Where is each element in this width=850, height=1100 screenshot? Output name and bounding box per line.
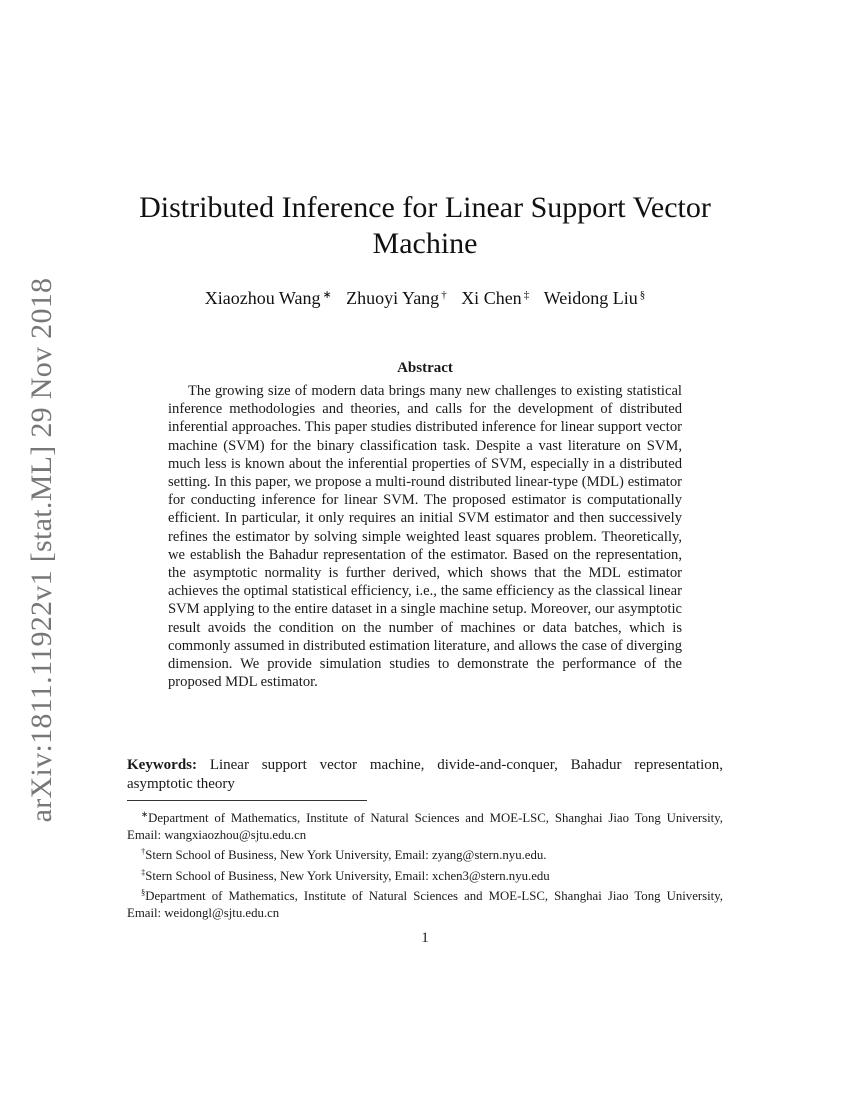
arxiv-identifier-stamp: arXiv:1811.11922v1 [stat.ML] 29 Nov 2018 [25, 277, 58, 823]
author-name: Xiaozhou Wang [204, 288, 321, 308]
footnote-divider [127, 800, 367, 801]
author-name: Xi Chen [461, 288, 522, 308]
author-1 [205, 283, 332, 310]
footnote-text: Department of Mathematics, Institute of Natural Sciences and MOE-LSC, Shanghai Jiao Tong University, Email: wangxiaozhou@sjtu.edu.cn [127, 811, 723, 842]
paper-title: Distributed Inference for Linear Support Vector Machine [139, 191, 711, 260]
keywords-section [127, 756, 723, 794]
footnote-1 [127, 806, 723, 843]
author-mark: § [639, 289, 646, 301]
keywords-text: Linear support vector machine, divide-and-conquer, Bahadur representation, asymptotic theory [127, 757, 723, 792]
footnote-4 [127, 884, 723, 921]
footnotes [127, 806, 723, 921]
footnote-text: Stern School of Business, New York University, Email: zyang@stern.nyu.edu. [145, 848, 547, 862]
author-list [120, 283, 730, 310]
footnote-text: Department of Mathematics, Institute of Natural Sciences and MOE-LSC, Shanghai Jiao Tong University, Email: weidongl@sjtu.edu.cn [127, 889, 723, 920]
author-mark: ∗ [322, 289, 332, 301]
footnote-mark: § [141, 887, 146, 897]
footnote-mark: † [141, 846, 146, 856]
abstract-body: The growing size of modern data brings many new challenges to existing statistical inference methodologies and theories, and calls for the development of distributed inferential approaches. This paper studies distributed inference for linear support vector machine (SVM) for the binary classification task. Despite a vast literature on SVM, much less is known about the inferential properties of SVM, especially in a distributed setting. In this paper, we propose a multi-round distributed linear-type (MDL) estimator for conducting inference for linear SVM. The proposed estimator is computationally efficient. In particular, it only requires an initial SVM estimator and then successively refines the estimator by solving simple weighted least squares problem. Theoretically, we establish the Bahadur representation of the estimator. Based on the representation, the asymptotic normality is further derived, which shows that the MDL estimator achieves the optimal statistical efficiency, i.e., the same efficiency as the classical linear SVM applying to the entire dataset in a single machine setup. Moreover, our asymptotic result avoids the condition on the number of machines or data batches, which is commonly assumed in distributed estimation literature, and allows the case of diverging dimension. We provide simulation studies to demonstrate the performance of the proposed MDL estimator. [168, 383, 682, 691]
abstract-heading: Abstract [397, 360, 453, 376]
page-number: 1 [421, 930, 429, 946]
author-mark: † [441, 289, 447, 301]
author-mark: ‡ [523, 289, 530, 301]
footnote-text: Stern School of Business, New York University, Email: xchen3@stern.nyu.edu [145, 868, 550, 883]
footnote-3 [127, 864, 723, 885]
author-2 [346, 283, 447, 310]
author-name: Zhuoyi Yang [346, 288, 440, 308]
author-3 [461, 283, 529, 310]
author-4 [544, 283, 646, 310]
footnote-mark: ‡ [141, 866, 146, 877]
footnote-mark: ∗ [141, 809, 149, 819]
footnote-2 [127, 843, 723, 864]
keywords-label: Keywords: [127, 757, 197, 773]
author-name: Weidong Liu [543, 288, 638, 308]
